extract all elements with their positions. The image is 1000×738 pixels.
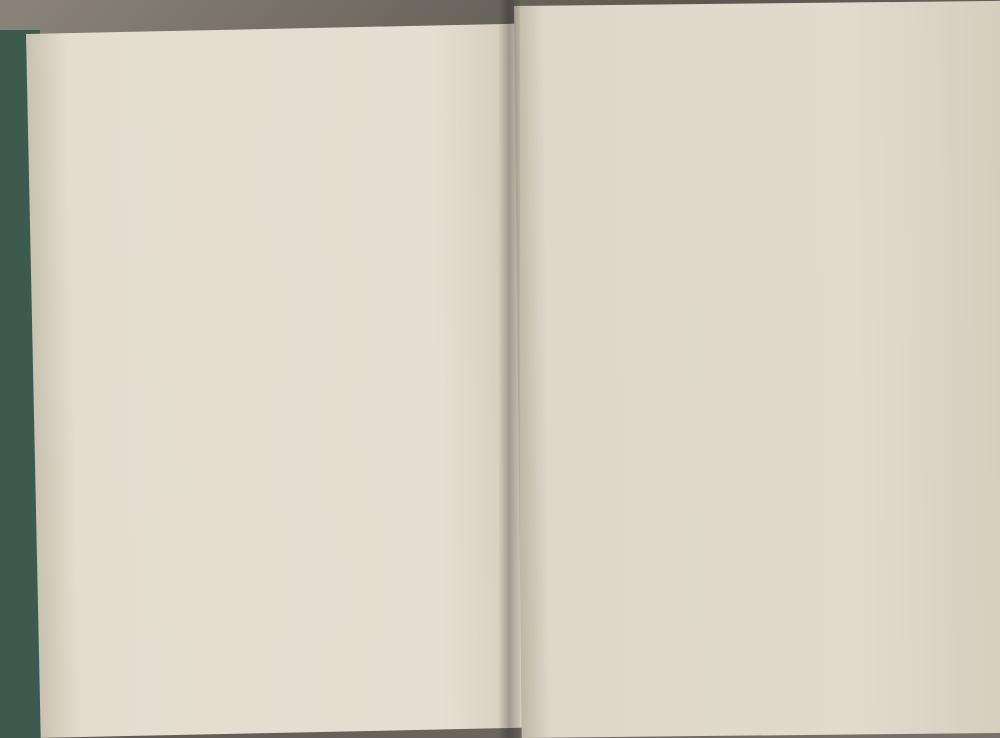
left-page: [26, 23, 546, 737]
right-toc: [546, 31, 946, 35]
left-toc: [105, 68, 505, 76]
book-gutter: [498, 0, 520, 738]
right-page: [514, 1, 1000, 738]
